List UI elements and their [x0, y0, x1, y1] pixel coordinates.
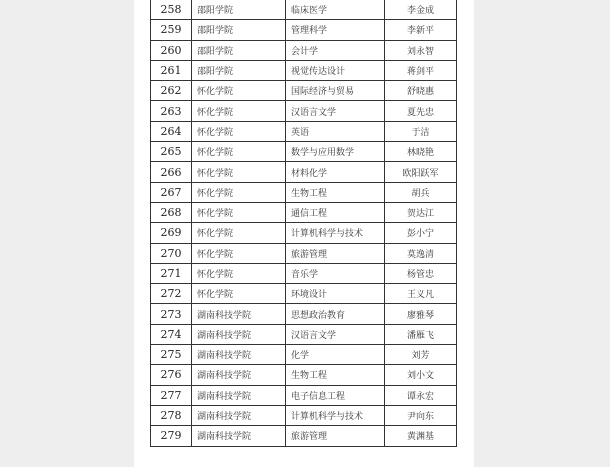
- person-name-cell: 杨管忠: [385, 263, 457, 283]
- table-row: [151, 385, 457, 405]
- major-cell: 汉语言文学: [286, 324, 385, 344]
- row-number-cell: 272: [151, 284, 192, 304]
- table-row: [151, 263, 457, 283]
- person-name-cell: 夏先忠: [385, 101, 457, 121]
- row-number-cell: 259: [151, 20, 192, 40]
- person-name-cell: 胡兵: [385, 182, 457, 202]
- person-name-cell: 李新平: [385, 20, 457, 40]
- row-number-cell: 279: [151, 426, 192, 446]
- row-number-cell: 271: [151, 263, 192, 283]
- school-cell: 怀化学院: [192, 182, 286, 202]
- row-number-cell: 267: [151, 182, 192, 202]
- school-cell: 怀化学院: [192, 284, 286, 304]
- table-row: [151, 81, 457, 101]
- major-cell: 计算机科学与技术: [286, 405, 385, 425]
- school-cell: 湖南科技学院: [192, 345, 286, 365]
- person-name-cell: 尹向东: [385, 405, 457, 425]
- person-name-cell: 蒋剑平: [385, 60, 457, 80]
- major-cell: 英语: [286, 121, 385, 141]
- table-row: [151, 121, 457, 141]
- person-name-cell: 莫逸清: [385, 243, 457, 263]
- row-number-cell: 274: [151, 324, 192, 344]
- table-row: [151, 304, 457, 324]
- major-cell: 国际经济与贸易: [286, 81, 385, 101]
- school-cell: 怀化学院: [192, 243, 286, 263]
- person-name-cell: 刘永智: [385, 40, 457, 60]
- school-cell: 湖南科技学院: [192, 365, 286, 385]
- row-number-cell: 266: [151, 162, 192, 182]
- school-cell: 怀化学院: [192, 81, 286, 101]
- table-row: [151, 101, 457, 121]
- row-number-cell: 275: [151, 345, 192, 365]
- person-name-cell: 彭小宁: [385, 223, 457, 243]
- row-number-cell: 273: [151, 304, 192, 324]
- row-number-cell: 278: [151, 405, 192, 425]
- table-row: [151, 345, 457, 365]
- row-number-cell: 260: [151, 40, 192, 60]
- major-cell: 生物工程: [286, 365, 385, 385]
- row-number-cell: 264: [151, 121, 192, 141]
- school-cell: 湖南科技学院: [192, 426, 286, 446]
- major-cell: 环境设计: [286, 284, 385, 304]
- table-row: [151, 162, 457, 182]
- row-number-cell: 276: [151, 365, 192, 385]
- table-row: [151, 324, 457, 344]
- major-cell: 汉语言文学: [286, 101, 385, 121]
- school-cell: 怀化学院: [192, 202, 286, 222]
- table-row: [151, 223, 457, 243]
- row-number-cell: 269: [151, 223, 192, 243]
- major-cell: 生物工程: [286, 182, 385, 202]
- major-cell: 旅游管理: [286, 243, 385, 263]
- table-row: [151, 0, 457, 20]
- person-name-cell: 廖雅琴: [385, 304, 457, 324]
- major-cell: 计算机科学与技术: [286, 223, 385, 243]
- table-row: [151, 405, 457, 425]
- roster-table: [150, 0, 457, 447]
- table-row: [151, 60, 457, 80]
- school-cell: 怀化学院: [192, 101, 286, 121]
- person-name-cell: 谭永宏: [385, 385, 457, 405]
- school-cell: 怀化学院: [192, 162, 286, 182]
- major-cell: 视觉传达设计: [286, 60, 385, 80]
- school-cell: 湖南科技学院: [192, 324, 286, 344]
- person-name-cell: 王义凡: [385, 284, 457, 304]
- school-cell: 邵阳学院: [192, 0, 286, 20]
- row-number-cell: 262: [151, 81, 192, 101]
- major-cell: 音乐学: [286, 263, 385, 283]
- major-cell: 会计学: [286, 40, 385, 60]
- major-cell: 旅游管理: [286, 426, 385, 446]
- table-row: [151, 20, 457, 40]
- school-cell: 湖南科技学院: [192, 405, 286, 425]
- major-cell: 管理科学: [286, 20, 385, 40]
- school-cell: 邵阳学院: [192, 60, 286, 80]
- major-cell: 材料化学: [286, 162, 385, 182]
- person-name-cell: 舒晓惠: [385, 81, 457, 101]
- person-name-cell: 黄渊基: [385, 426, 457, 446]
- roster-table-body: [151, 0, 457, 446]
- major-cell: 思想政治教育: [286, 304, 385, 324]
- table-row: [151, 182, 457, 202]
- table-row: [151, 365, 457, 385]
- school-cell: 邵阳学院: [192, 40, 286, 60]
- person-name-cell: 潘雁飞: [385, 324, 457, 344]
- person-name-cell: 于洁: [385, 121, 457, 141]
- major-cell: 化学: [286, 345, 385, 365]
- person-name-cell: 欧阳跃军: [385, 162, 457, 182]
- school-cell: 湖南科技学院: [192, 385, 286, 405]
- school-cell: 怀化学院: [192, 121, 286, 141]
- major-cell: 通信工程: [286, 202, 385, 222]
- row-number-cell: 270: [151, 243, 192, 263]
- person-name-cell: 李金成: [385, 0, 457, 20]
- major-cell: 电子信息工程: [286, 385, 385, 405]
- school-cell: 怀化学院: [192, 223, 286, 243]
- row-number-cell: 265: [151, 142, 192, 162]
- major-cell: 临床医学: [286, 0, 385, 20]
- table-row: [151, 142, 457, 162]
- person-name-cell: 贺达江: [385, 202, 457, 222]
- row-number-cell: 277: [151, 385, 192, 405]
- table-row: [151, 202, 457, 222]
- major-cell: 数学与应用数学: [286, 142, 385, 162]
- table-row: [151, 40, 457, 60]
- table-row: [151, 284, 457, 304]
- school-cell: 怀化学院: [192, 263, 286, 283]
- table-row: [151, 426, 457, 446]
- school-cell: 邵阳学院: [192, 20, 286, 40]
- row-number-cell: 261: [151, 60, 192, 80]
- row-number-cell: 268: [151, 202, 192, 222]
- school-cell: 怀化学院: [192, 142, 286, 162]
- row-number-cell: 258: [151, 0, 192, 20]
- person-name-cell: 刘芳: [385, 345, 457, 365]
- person-name-cell: 林晓艳: [385, 142, 457, 162]
- row-number-cell: 263: [151, 101, 192, 121]
- school-cell: 湖南科技学院: [192, 304, 286, 324]
- person-name-cell: 刘小文: [385, 365, 457, 385]
- table-row: [151, 243, 457, 263]
